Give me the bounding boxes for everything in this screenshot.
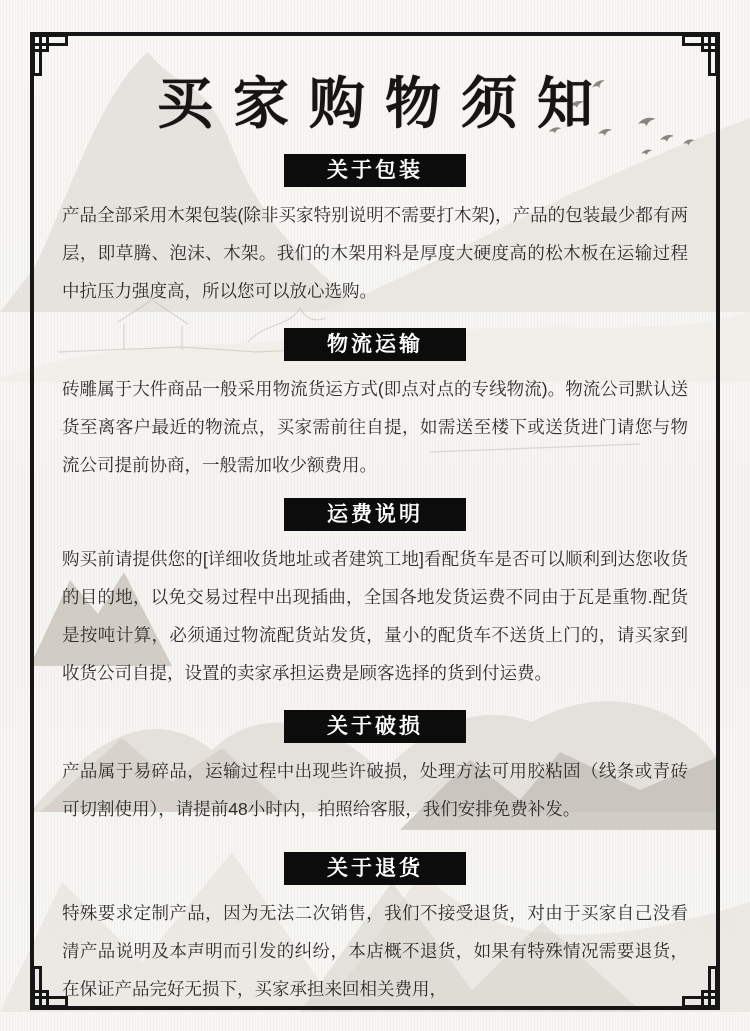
section-damage	[50, 710, 700, 828]
section-heading-logistics: 物流运输	[284, 328, 466, 361]
section-packaging	[50, 154, 700, 310]
section-body-logistics: 砖雕属于大件商品一般采用物流货运方式(即点对点的专线物流)。物流公司默认送货至离客户最近的物流点，买家需前往自提，如需送至楼下或送货进门请您与物流公司提前协商，一般需加收少额费用。	[62, 379, 688, 475]
decorative-frame	[30, 32, 720, 1010]
section-logistics	[50, 328, 700, 484]
section-body-freight: 购买前请提供您的[详细收货地址或者建筑工地]看配货车是否可以顺利到达您收货的目的地，以免交易过程中出现插曲，全国各地发货运费不同由于瓦是重物.配货是按吨计算，必须通过物流配货站发货，量小的配货车不送货上门的，请买家到收货公司自提，设置的卖家承担运费是顾客选择的货到付运费。	[62, 549, 689, 683]
section-heading-freight: 运费说明	[284, 498, 466, 531]
section-body-returns: 特殊要求定制产品，因为无法二次销售，我们不接受退货，对由于买家自己没看清产品说明及本声明而引发的纠纷，本店概不退货，如果有特殊情况需要退货，在保证产品完好无损下，买家承担来回相关费用，	[62, 903, 688, 999]
page-title: 买家购物须知	[157, 71, 613, 137]
section-returns	[50, 852, 700, 1008]
section-heading-damage: 关于破损	[284, 710, 466, 743]
section-body-damage: 产品属于易碎品，运输过程中出现些许破损，处理方法可用胶粘固（线条或青砖可切割使用），请提前48小时内，拍照给客服，我们安排免费补发。	[62, 761, 688, 819]
section-heading-returns: 关于退货	[284, 852, 466, 885]
section-heading-packaging: 关于包装	[284, 154, 466, 187]
section-freight	[50, 498, 700, 692]
notice-content	[34, 36, 716, 1006]
section-body-packaging: 产品全部采用木架包装(除非买家特别说明不需要打木架)，产品的包装最少都有两层，即草腾、泡沫、木架。我们的木架用料是厚度大硬度高的松木板在运输过程中抗压力强度高，所以您可以放心选购。	[62, 205, 688, 301]
